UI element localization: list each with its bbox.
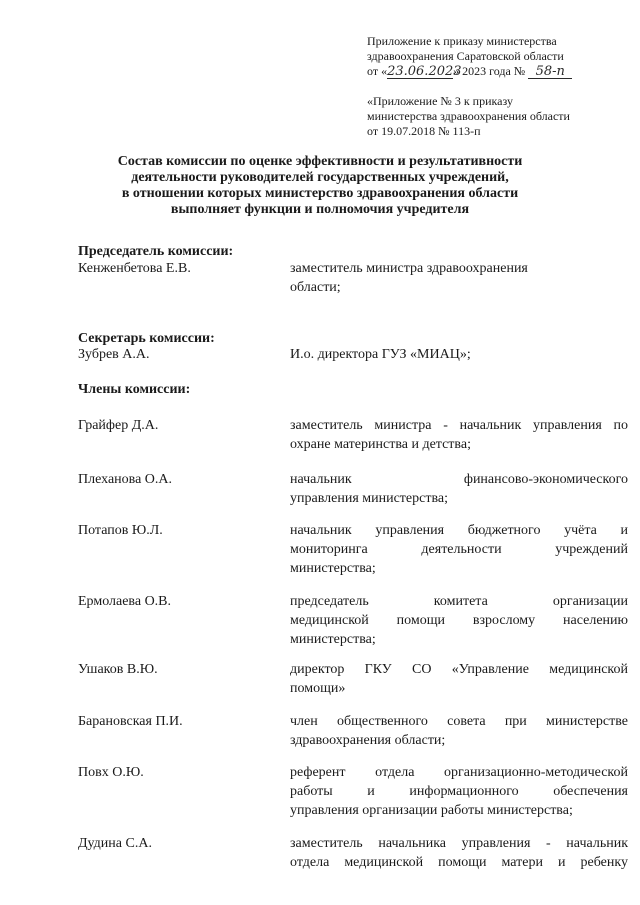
appendix-current-block — [367, 34, 617, 79]
role-line: директор ГКУ СО «Управление медицинской — [290, 662, 628, 677]
role-line: помощи» — [290, 681, 346, 696]
member-name: Грайфер Д.А. — [78, 418, 159, 433]
appendix-previous-line3: от 19.07.2018 № 113-п — [367, 124, 481, 138]
member-name: Дудина С.А. — [78, 836, 152, 851]
chair-name: Кенженбетова Е.В. — [78, 261, 191, 276]
chair-heading: Председатель комиссии: — [78, 244, 234, 259]
role-line: начальник управления бюджетного учёта и — [290, 523, 628, 538]
role-line: здравоохранения области; — [290, 733, 446, 748]
role-line: министерства; — [290, 632, 376, 647]
role-line: член общественного совета при министерстве — [290, 714, 628, 729]
member-role — [290, 470, 628, 508]
role-line: отдела медицинской помощи матери и ребенку — [290, 855, 628, 870]
appendix-current-line1: Приложение к приказу министерства — [367, 34, 557, 48]
title-line1: Состав комиссии по оценке эффективности и результативности — [117, 154, 523, 169]
role-line: заместитель министра здравоохранения — [290, 261, 528, 276]
member-role — [290, 712, 628, 750]
chair-role — [290, 259, 628, 297]
title-line3: в отношении которых министерство здравоохранения области — [121, 186, 519, 201]
document-title — [80, 154, 560, 218]
member-role — [290, 521, 628, 578]
member-name: Потапов Ю.Л. — [78, 523, 163, 538]
appendix-previous-line1: «Приложение № 3 к приказу — [367, 94, 513, 108]
role-line: референт отдела организационно-методической — [290, 765, 628, 780]
title-line4: выполняет функции и полномочия учредителя — [170, 202, 470, 217]
member-role — [290, 416, 628, 454]
role-line: начальник финансово-экономического — [290, 472, 628, 487]
secretary-name: Зубрев А.А. — [78, 347, 150, 362]
member-role — [290, 592, 628, 649]
role-line: заместитель министра - начальник управления по — [290, 418, 628, 433]
role-line: заместитель начальника управления - начальник — [290, 836, 628, 851]
member-name: Плеханова О.А. — [78, 472, 173, 487]
member-role — [290, 660, 628, 698]
date-prefix: от « — [367, 64, 388, 78]
role-line: председатель комитета организации — [290, 594, 628, 609]
member-name: Повх О.Ю. — [78, 765, 144, 780]
appendix-current-line2: здравоохранения Саратовской области — [367, 49, 564, 63]
role-line: И.о. директора ГУЗ «МИАЦ»; — [290, 347, 471, 362]
member-name: Барановская П.И. — [78, 714, 183, 729]
appendix-previous-line2: министерства здравоохранения области — [367, 109, 570, 123]
role-line: мониторинга деятельности учреждений — [290, 542, 628, 557]
role-line: охране материнства и детства; — [290, 437, 471, 452]
role-line: управления министерства; — [290, 491, 448, 506]
appendix-current-line3 — [367, 64, 617, 79]
title-line2: деятельности руководителей государственных учреждений, — [131, 170, 509, 185]
date-suffix: » 2023 года № — [453, 64, 526, 78]
member-role — [290, 834, 628, 872]
role-line: управления организации работы министерства; — [290, 803, 573, 818]
handwritten-date: 23.06.2023 — [387, 64, 462, 79]
secretary-heading: Секретарь комиссии: — [78, 331, 215, 346]
member-name: Ермолаева О.В. — [78, 594, 172, 609]
handwritten-order-number: 58-п — [528, 65, 572, 79]
member-role — [290, 763, 628, 820]
role-line: области; — [290, 280, 341, 295]
role-line: работы и информационного обеспечения — [290, 784, 628, 799]
secretary-role — [290, 345, 628, 364]
member-name: Ушаков В.Ю. — [78, 662, 158, 677]
role-line: министерства; — [290, 561, 376, 576]
members-heading: Члены комиссии: — [78, 382, 191, 397]
role-line: медицинской помощи взрослому населению — [290, 613, 628, 628]
appendix-previous-block — [367, 94, 617, 139]
